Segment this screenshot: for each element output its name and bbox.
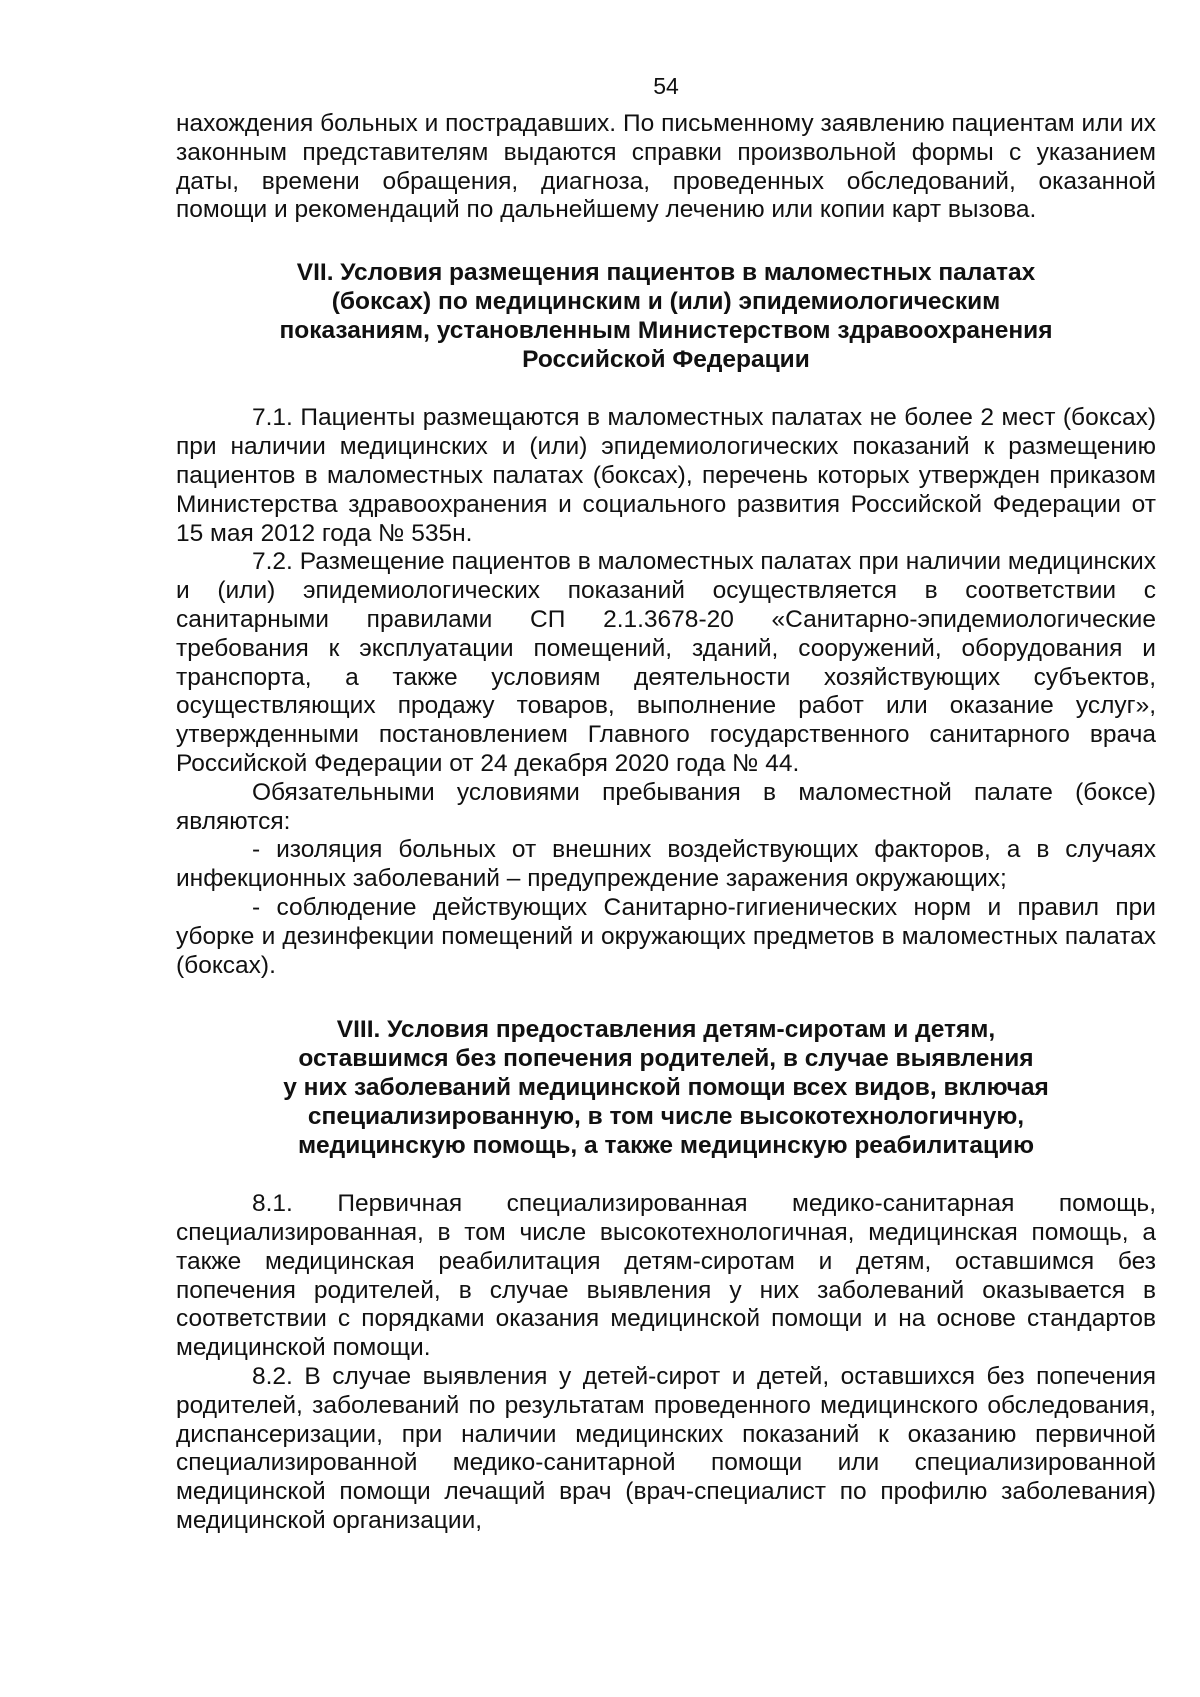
section-7-heading-line: Российской Федерации bbox=[522, 345, 810, 373]
section-8-heading-line: у них заболеваний медицинской помощи всех видов, включая bbox=[283, 1073, 1049, 1101]
section-8-heading-line: специализированную, в том числе высокотехнологичную, bbox=[307, 1102, 1025, 1130]
paragraph-7-1: 7.1. Пациенты размещаются в маломестных палатах не более 2 мест (боксах) при наличии медицинских и (или) эпидемиологических показаний к размещению пациентов в маломестных палатах (боксах), перечень которых утвержден приказом Министерства здравоохранения и социального развития Российской Федерации от 15 мая 2012 года № 535н. bbox=[176, 404, 1156, 547]
section-8-heading-line: оставшимся без попечения родителей, в случае выявления bbox=[298, 1045, 1034, 1073]
section-7-heading bbox=[176, 259, 1156, 374]
list-item-isolation: - изоляция больных от внешних воздействующих факторов, а в случаях инфекционных заболеваний – предупреждение заражения окружающих; bbox=[176, 836, 1156, 893]
section-8-heading bbox=[176, 1016, 1156, 1160]
intro-paragraph: нахождения больных и пострадавших. По письменному заявлению пациентам или их законным представителям выдаются справки произвольной формы с указанием даты, времени обращения, диагноза, проведенных обследований, оказанной помощи и рекомендаций по дальнейшему лечению или копии карт вызова. bbox=[176, 110, 1156, 224]
paragraph-7-2: 7.2. Размещение пациентов в маломестных палатах при наличии медицинских и (или) эпидемиологических показаний осуществляется в соответствии с санитарными правилами СП 2.1.3678-20 «Санитарно-эпидемиологические требования к эксплуатации помещений, зданий, сооружений, оборудования и транспорта, а также условиям деятельности хозяйствующих субъектов, осуществляющих продажу товаров, выполнение работ или оказание услуг», утвержденными постановлением Главного государственного санитарного врача Российской Федерации от 24 декабря 2020 года № 44. bbox=[176, 548, 1156, 777]
section-8-heading-line: VIII. Условия предоставления детям-сиротам и детям, bbox=[336, 1016, 996, 1044]
section-7-heading-line: показаниям, установленным Министерством здравоохранения bbox=[279, 316, 1053, 344]
section-7-heading-line: (боксах) по медицинским и (или) эпидемиологическим bbox=[331, 287, 1001, 315]
paragraph-8-2: 8.2. В случае выявления у детей-сирот и детей, оставшихся без попечения родителей, заболеваний по результатам проведенного медицинского обследования, диспансеризации, при наличии медицинских показаний к оказанию первичной специализированной медико-санитарной помощи или специализированной медицинской помощи лечащий врач (врач-специалист по профилю заболевания) медицинской организации, bbox=[176, 1363, 1156, 1535]
list-item-sanitary-norms: - соблюдение действующих Санитарно-гигиенических норм и правил при уборке и дезинфекции помещений и окружающих предметов в маломестных палатах (боксах). bbox=[176, 893, 1156, 979]
page-number: 54 bbox=[653, 73, 679, 99]
paragraph-conditions-intro: Обязательными условиями пребывания в маломестной палате (боксе) являются: bbox=[176, 778, 1156, 835]
section-7-heading-line: VII. Условия размещения пациентов в маломестных палатах bbox=[296, 259, 1036, 287]
section-8-heading-line: медицинскую помощь, а также медицинскую реабилитацию bbox=[297, 1131, 1035, 1159]
paragraph-8-1: 8.1. Первичная специализированная медико-санитарная помощь, специализированная, в том числе высокотехнологичная, медицинская помощь, а также медицинская реабилитация детям-сиротам и детям, оставшимся без попечения родителей, в случае выявления у них заболеваний оказывается в соответствии с порядками оказания медицинской помощи и на основе стандартов медицинской помощи. bbox=[176, 1190, 1156, 1362]
document-page bbox=[176, 72, 1156, 1536]
